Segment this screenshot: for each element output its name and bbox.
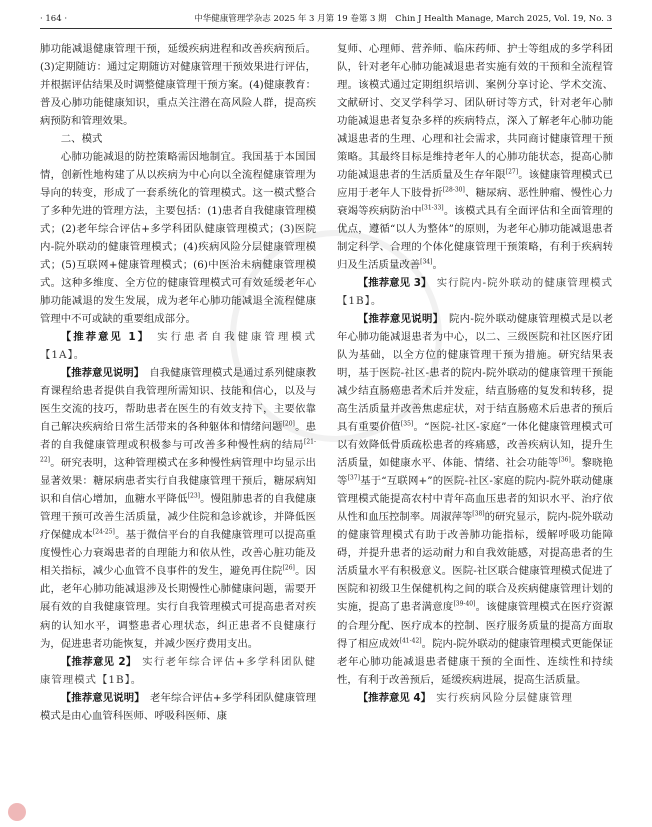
text-run: 。该模式具有全面评估和全面管理的优点，遵循“以人为整体”的原则，为老年心肺功能减退患者制定科学、合理的个体化健康管理干预策略，有利于疾病转归及生活质量改善: [337, 205, 613, 272]
running-header: [40, 12, 612, 29]
text-run: 。患者的自我健康管理或积极参与可改善多种慢性病的结局: [40, 421, 316, 452]
text-run: 院内-院外联动健康管理模式是以老年心肺功能减退患者为中心，以二、三级医院和社区医疗团队为基础，以全方位的健康管理干预为措施。研究结果表明，基于医院-社区-患者的院内-院外联动的健康管理干预能减少结直肠癌患者术后并发症，结直肠癌的复发和转移，提高生活质量并改善焦虑症状，对于结直肠癌术后患者的预后具有重要价值: [337, 313, 613, 434]
reference-marker: [26]: [282, 564, 295, 572]
left-column: [40, 40, 316, 725]
reference-marker: [37]: [347, 474, 360, 482]
text-run: 。研究表明，这种管理模式在多种慢性病管理中均显示出显著效果：糖尿病患者实行自我健康管理干预后，糖尿病知识和自信心增加，血糖水平降低: [40, 457, 316, 506]
recommendation-2: [40, 653, 316, 689]
text-run: 、糖尿病、恶性肿瘤、慢性心力衰竭等疾病防治中: [337, 187, 614, 218]
text-run: 基于“互联网+”的医院-社区-家庭的院内-院外联动健康管理模式能提高农村中青年高血压患者的知识水平、治疗依从性和血压控制率。周淑萍等: [337, 475, 613, 524]
recommendation-3-explanation: [337, 310, 613, 688]
reference-marker: [23]: [187, 492, 200, 500]
rec-title: 实行疾病风险分层健康管理: [436, 691, 573, 704]
text-run: 。黎晓艳等: [337, 457, 613, 488]
recommendation-2-explanation: [40, 689, 316, 725]
journal-citation: 中华健康管理学杂志 2025 年 3 月第 19 卷第 3 期 Chin J Health Manage, March 2025, Vol. 19, No. 3: [194, 14, 612, 24]
text-run: 。因此，老年心肺功能减退涉及长期慢性心肺健康问题，需要开展有效的自我健康管理。实行自我管理模式可提高患者对疾病的认知水平，调整患者心理状态，纠正患者不良健康行为，促进患者功能恢复，并减少医疗费用支出。: [40, 565, 316, 650]
recommendation-3: [337, 274, 613, 310]
text-run: 。该健康管理模式在医疗资源的合理分配、医疗成本的控制、医疗服务质量的提高方面取得了相应成效: [337, 601, 614, 650]
reference-marker: [31-33]: [421, 204, 444, 212]
rec-label: 【推荐意见 1】: [60, 331, 145, 344]
paragraph: 肺功能减退健康管理干预，延缓疾病进程和改善疾病预后。(3)定期随访：通过定期随访对健康管理干预效果进行评估，并根据评估结果及时调整健康管理干预方案。(4)健康教育：普及心肺功能健康知识，重点关注潜在高风险人群，提高疾病预防和管理效果。: [40, 43, 316, 128]
rec-expl-label: 【推荐意见说明】: [357, 313, 439, 326]
reference-marker: [20]: [282, 420, 295, 428]
rec-title: 实行老年综合评估+多学科团队健康管理模式【1B】。: [40, 655, 317, 686]
text-run: 。该健康管理模式已应用于老年人下肢骨折: [337, 169, 613, 200]
right-column: [337, 40, 613, 707]
rec-label: 【推荐意见 4】: [357, 691, 426, 704]
reference-marker: [24-25]: [92, 528, 115, 536]
paragraph: 心肺功能减退的防控策略需因地制宜。我国基于本国国情，创新性地构建了从以疾病为中心向以全流程健康管理为导向的转变，形成了一套系统化的管理模式。这一模式整合了多种先进的管理方法，主要包括：(1)患者自我健康管理模式；(2)老年综合评估+多学科团队健康管理模式；(3)医院内-院外联动的健康管理模式；(4)疾病风险分层健康管理模式；(5)互联网+健康管理模式；(6)中医治未病健康管理模式。这种多维度、全方位的健康管理模式可有效延缓老年心肺功能减退的发生发展，成为老年心肺功能减退全流程健康管理中不可或缺的重要组成部分。: [40, 151, 316, 326]
recommendation-4: [337, 689, 613, 707]
text-run: 。基于微信平台的自我健康管理可以提高重度慢性心力衰竭患者的自理能力和依从性，改善心脏功能及相关指标，减少心血管不良事件的发生，避免再住院: [40, 529, 316, 578]
text-run: 。院内-院外联动的健康管理模式更能保证老年心肺功能减退患者健康干预的全面性、连续性和持续性，有利于改善预后，延缓疾病进展，提高生活质量。: [337, 637, 614, 686]
publisher-logo-icon: [8, 803, 26, 821]
rec-expl-label: 【推荐意见说明】: [60, 691, 140, 704]
reference-marker: [38]: [472, 510, 485, 518]
rec-label: 【推荐意见 3】: [357, 277, 427, 290]
text-run: 自我健康管理模式是通过系列健康教育课程给患者提供自我管理所需知识、技能和信心，以及与医生交流的技巧，帮助患者在医生的有效支持下，主要依靠自己解决疾病给日常生活带来的各种躯体和情绪问题: [40, 367, 316, 434]
reference-marker: [34]: [420, 258, 433, 266]
section-heading: 二、模式: [60, 133, 103, 146]
rec-title: 实行患者自我健康管理模式【1A】。: [40, 331, 317, 362]
page-number: · 164 ·: [40, 14, 68, 24]
rec-title: 实行院内-院外联动的健康管理模式【1B】。: [337, 277, 614, 308]
text-run: 老年综合评估+多学科团队健康管理模式是由心血管科医师、呼吸科医师、康: [40, 691, 316, 722]
rec-label: 【推荐意见 2】: [60, 655, 132, 668]
reference-marker: [35]: [400, 420, 414, 428]
paragraph: [337, 40, 613, 274]
reference-marker: [21-22]: [40, 438, 316, 464]
text-run: 。“医院-社区-家庭”一体化健康管理模式可以有效降低骨质疏松患者的疼痛感，改善疾病认知，提升生活质量，如健康水平、体能、情绪、社会功能等: [337, 421, 613, 470]
rec-expl-label: 【推荐意见说明】: [60, 367, 139, 380]
reference-marker: [41-42]: [399, 637, 422, 645]
reference-marker: [28-30]: [442, 186, 465, 194]
recommendation-1: [40, 328, 316, 364]
reference-marker: [36]: [558, 456, 571, 464]
text-run: 复师、心理师、营养师、临床药师、护士等组成的多学科团队，针对老年心肺功能减退患者实施有效的干预和全流程管理。该模式通过定期组织培训、案例分享讨论、学术交流、文献研讨、交叉学科学习、团队研讨等方式，针对老年心肺功能减退患者复杂多样的疾病特点，深入了解老年心肺功能减退患者的生理、心理和社会需求，共同商讨健康管理干预策略。其最终目标是维持老年人的心肺功能状态，提高心肺功能减退患者的生活质量及生存年限: [337, 43, 613, 182]
recommendation-1-explanation: [40, 364, 316, 652]
text-run: 。慢阻肺患者的自我健康管理干预可改善生活质量，减少住院和急诊就诊，并降低医疗保健成本: [40, 493, 316, 542]
reference-marker: [27]: [505, 168, 519, 176]
text-run: 的研究显示，院内-院外联动的健康管理模式有助于改善肺功能指标，缓解呼吸功能障碍，并提升患者的运动耐力和自我效能感，对提高患者的生活质量水平有积极意义。医院-社区联合健康管理模式促进了医院和初级卫生保健机构之间的联合及疾病健康管理计划的实施，提高了患者满意度: [337, 511, 614, 614]
reference-marker: [39-40]: [453, 601, 476, 609]
text-run: 。: [432, 259, 443, 272]
